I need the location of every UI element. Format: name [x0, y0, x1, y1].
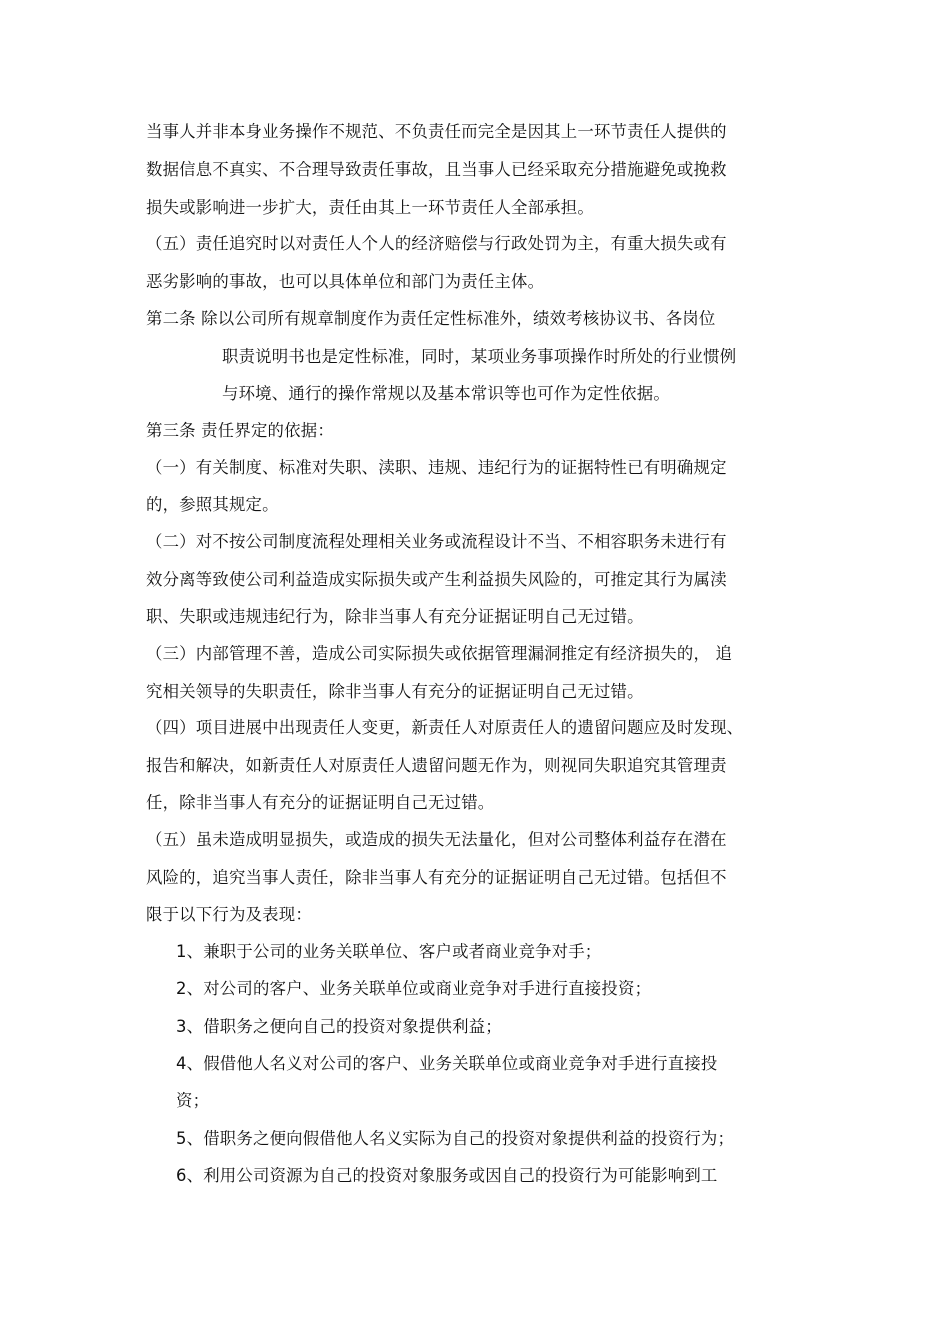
list-item-continuation: 资；: [176, 1091, 210, 1110]
text-line: 恶劣影响的事故，也可以具体单位和部门为责任主体。: [146, 272, 545, 291]
text-line: 效分离等致使公司利益造成实际损失或产生利益损失风险的，可推定其行为属渎: [146, 570, 727, 589]
list-item: 1、兼职于公司的业务关联单位、客户或者商业竞争对手；: [176, 942, 602, 961]
text-line: 数据信息不真实、不合理导致责任事故，且当事人已经采取充分措施避免或挽救: [146, 160, 727, 179]
list-item: 3、借职务之便向自己的投资对象提供利益；: [176, 1017, 502, 1036]
text-line: 任，除非当事人有充分的证据证明自己无过错。: [146, 793, 495, 812]
text-line: （四）项目进展中出现责任人变更，新责任人对原责任人的遗留问题应及时发现、: [146, 718, 744, 737]
text-line: 职责说明书也是定性标准，同时，某项业务事项操作时所处的行业惯例: [222, 347, 737, 366]
text-line: 限于以下行为及表现：: [146, 905, 312, 924]
text-line: （二）对不按公司制度流程处理相关业务或流程设计不当、不相容职务未进行有: [146, 532, 727, 551]
text-line: 第二条 除以公司所有规章制度作为责任定性标准外，绩效考核协议书、各岗位: [146, 309, 716, 328]
text-line: 的，参照其规定。: [146, 495, 279, 514]
text-line: （五）责任追究时以对责任人个人的经济赔偿与行政处罚为主，有重大损失或有: [146, 234, 727, 253]
list-item: 4、假借他人名义对公司的客户、业务关联单位或商业竞争对手进行直接投: [176, 1054, 718, 1073]
text-line: 当事人并非本身业务操作不规范、不负责任而完全是因其上一环节责任人提供的: [146, 122, 727, 141]
text-line: 损失或影响进一步扩大，责任由其上一环节责任人全部承担。: [146, 198, 594, 217]
list-item: 2、对公司的客户、业务关联单位或商业竞争对手进行直接投资；: [176, 979, 652, 998]
text-line: 究相关领导的失职责任，除非当事人有充分的证据证明自己无过错。: [146, 682, 644, 701]
list-item: 5、借职务之便向假借他人名义实际为自己的投资对象提供利益的投资行为；: [176, 1129, 735, 1148]
text-line: 与环境、通行的操作常规以及基本常识等也可作为定性依据。: [222, 384, 670, 403]
text-line: 职、失职或违规违纪行为，除非当事人有充分证据证明自己无过错。: [146, 607, 644, 626]
text-line: 第三条 责任界定的依据：: [146, 421, 334, 440]
text-line: （五）虽未造成明显损失，或造成的损失无法量化，但对公司整体利益存在潜在: [146, 830, 727, 849]
text-line: （一）有关制度、标准对失职、渎职、违规、违纪行为的证据特性已有明确规定: [146, 458, 727, 477]
text-line: 风险的，追究当事人责任，除非当事人有充分的证据证明自己无过错。包括但不: [146, 868, 727, 887]
text-line: （三）内部管理不善，造成公司实际损失或依据管理漏洞推定有经济损失的， 追: [146, 644, 733, 663]
text-line: 报告和解决，如新责任人对原责任人遗留问题无作为，则视同失职追究其管理责: [146, 756, 727, 775]
list-item: 6、利用公司资源为自己的投资对象服务或因自己的投资行为可能影响到工: [176, 1166, 718, 1185]
